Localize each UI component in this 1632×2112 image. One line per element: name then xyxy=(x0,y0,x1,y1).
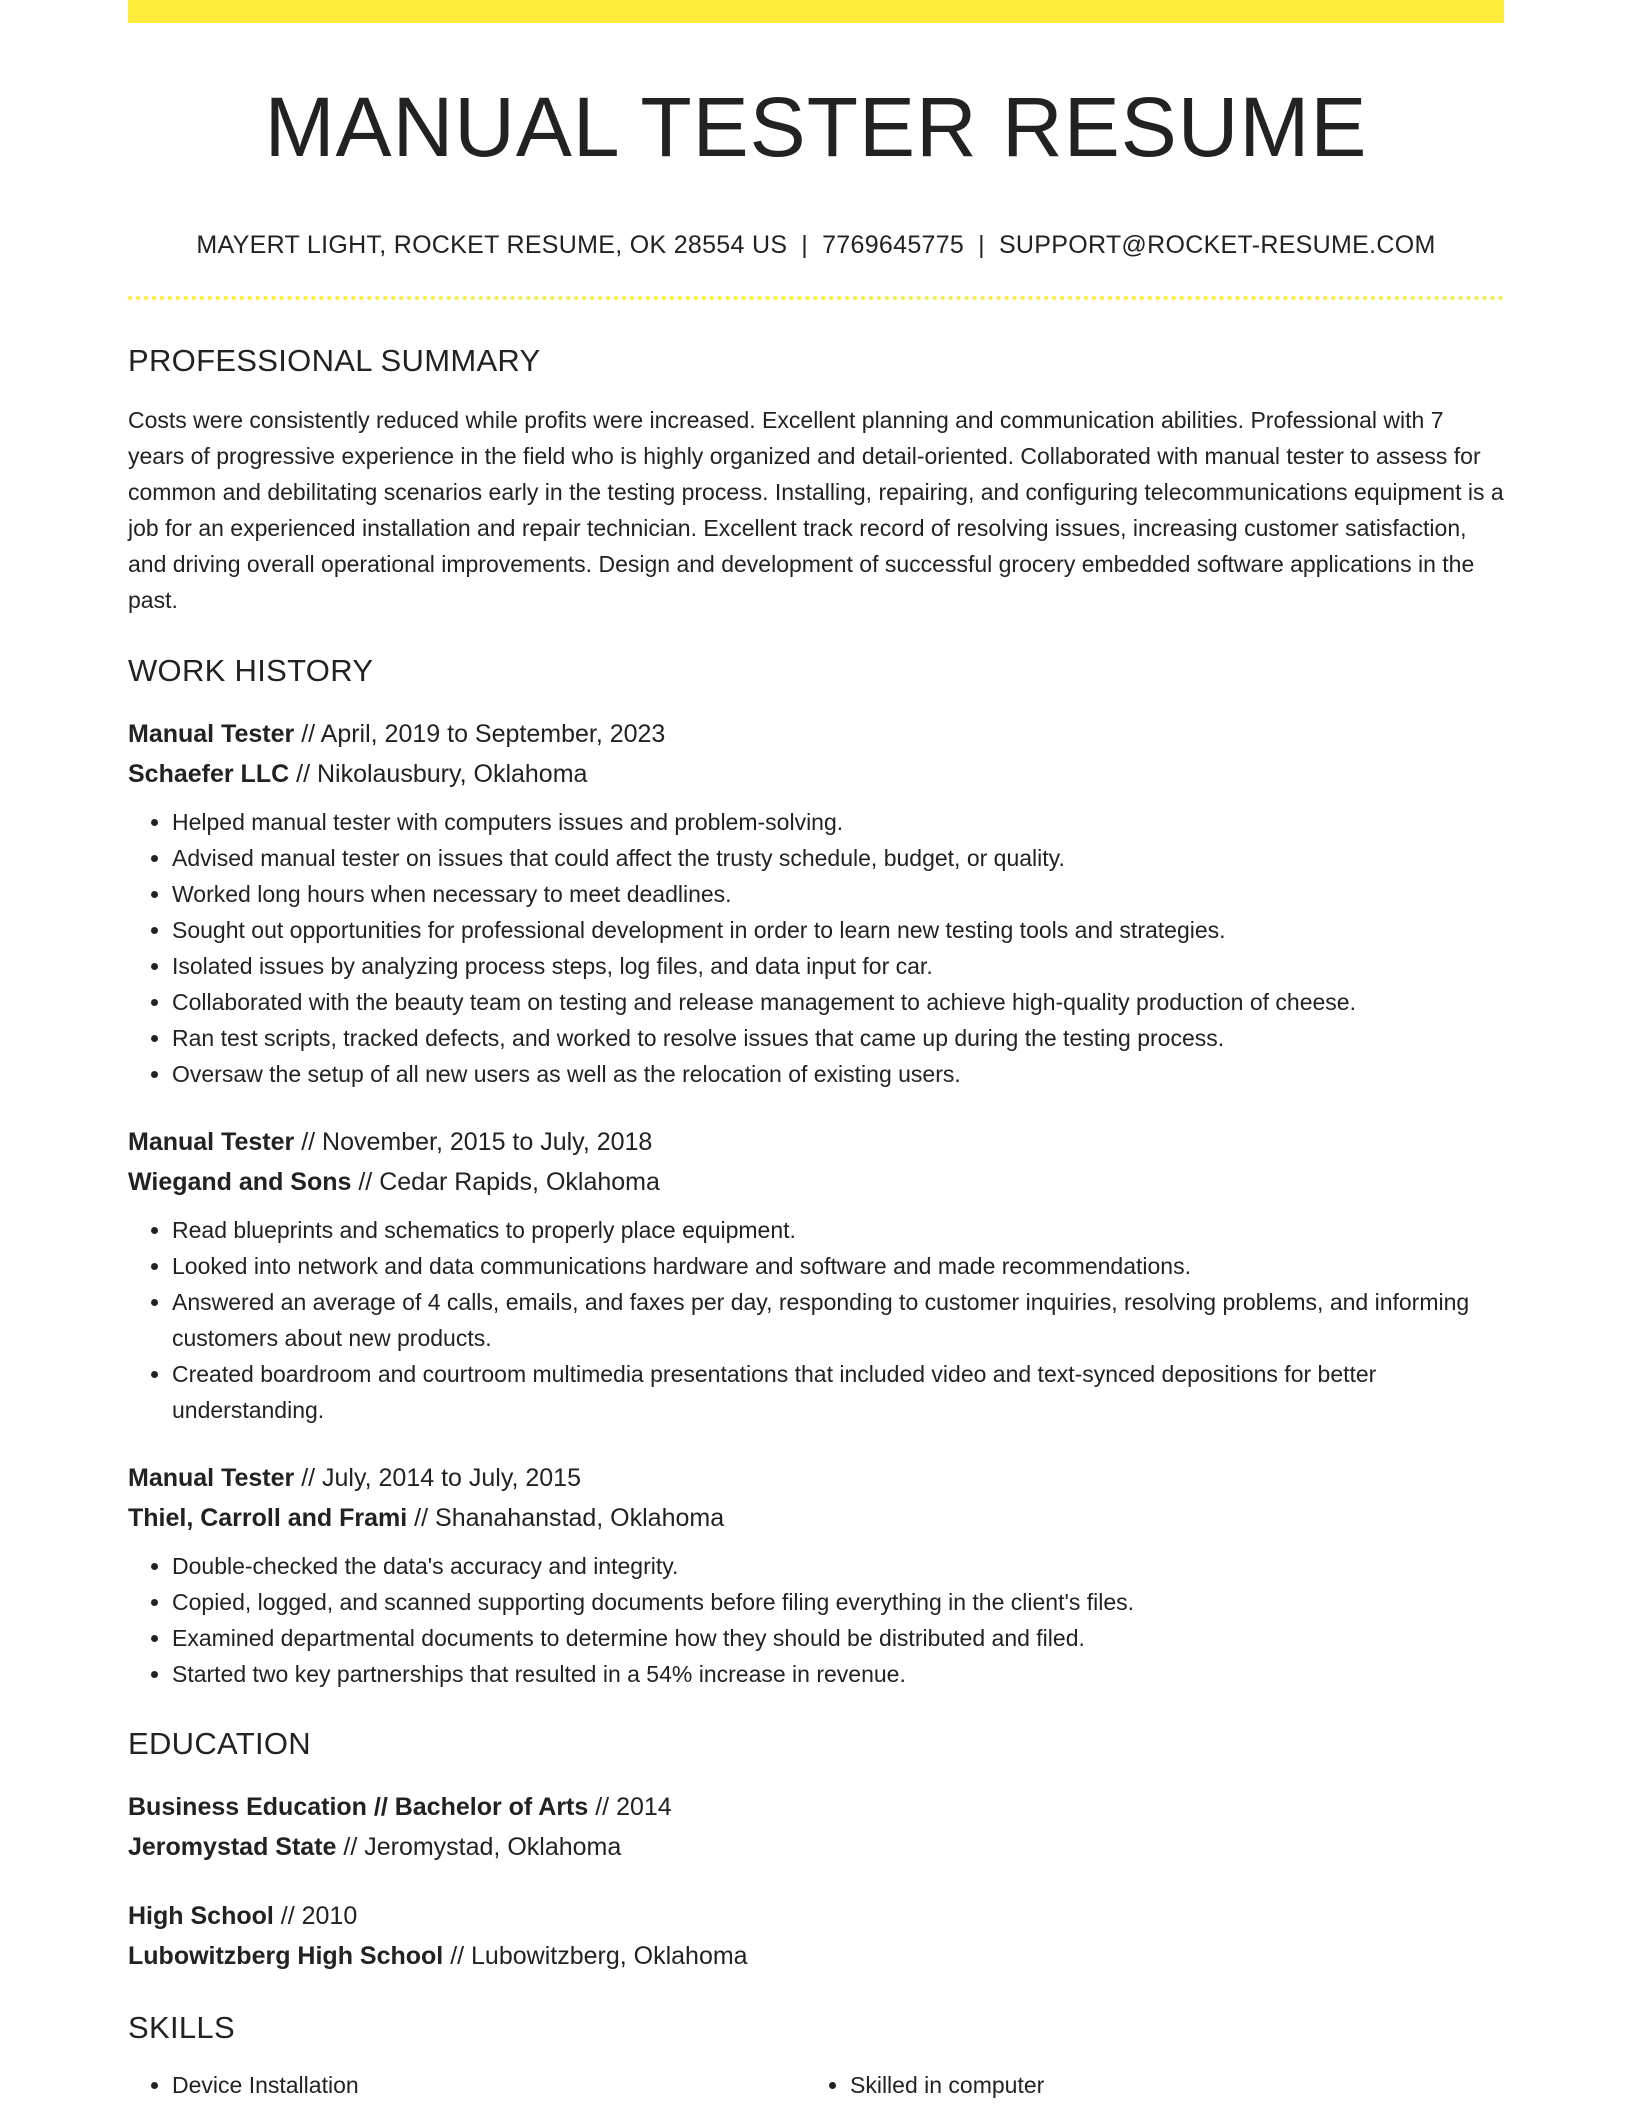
accent-top-bar xyxy=(128,0,1504,23)
skills-column-right xyxy=(806,2067,1484,2103)
contact-separator: | xyxy=(801,231,809,259)
job-dates: // November, 2015 to July, 2018 xyxy=(294,1128,653,1156)
education-entry xyxy=(128,1896,1504,1976)
job-role: Manual Tester xyxy=(128,720,295,748)
education-school: Lubowitzberg High School xyxy=(128,1942,444,1970)
education-year: // 2014 xyxy=(588,1793,672,1821)
list-item: • Answered an average of 4 calls, emails, and faxes per day, responding to customer inquiries, resolving problems, and informing customers about new products. xyxy=(172,1284,1504,1356)
summary-heading: PROFESSIONAL SUMMARY xyxy=(128,343,541,378)
job-company-line xyxy=(128,1162,1504,1202)
job-bullets xyxy=(128,804,1504,1092)
education-school-line xyxy=(128,1936,1504,1976)
contact-line xyxy=(128,233,1504,258)
list-item: • Collaborated with the beauty team on testing and release management to achieve high-quality production of cheese. xyxy=(172,984,1504,1020)
job-role: Manual Tester xyxy=(128,1128,295,1156)
contact-separator: | xyxy=(978,231,985,259)
list-item: • Worked long hours when necessary to meet deadlines. xyxy=(172,876,1504,912)
list-item: • Isolated issues by analyzing process steps, log files, and data input for car. xyxy=(172,948,1504,984)
dotted-divider xyxy=(128,296,1504,300)
job-company: Thiel, Carroll and Frami xyxy=(128,1504,408,1532)
job-company: Schaefer LLC xyxy=(128,760,290,788)
list-item: • Skilled in computer xyxy=(850,2067,1484,2103)
list-item: • Device Installation xyxy=(172,2067,806,2103)
job-company: Wiegand and Sons xyxy=(128,1168,352,1196)
list-item: • Looked into network and data communications hardware and software and made recommendations. xyxy=(172,1248,1504,1284)
summary-text: Costs were consistently reduced while profits were increased. Excellent planning and communication abilities. Professional with 7 years of progressive experience in the field who is highly organized and detail-oriented. Collaborated with manual tester to assess for common and debilitating scenarios early in the testing process. Installing, repairing, and configuring telecommunications equipment is a job for an experienced installation and repair technician. Excellent track record of resolving issues, increasing customer satisfaction, and driving overall operational improvements. Design and development of successful grocery embedded software applications in the past. xyxy=(128,407,1504,613)
job-entry xyxy=(128,714,1504,1092)
skills-grid xyxy=(128,2067,1504,2103)
list-item: • Double-checked the data's accuracy and integrity. xyxy=(172,1548,1504,1584)
education-degree: Business Education // Bachelor of Arts xyxy=(128,1793,589,1821)
education-year: // 2010 xyxy=(273,1902,358,1930)
job-role: Manual Tester xyxy=(128,1464,295,1492)
job-role-line xyxy=(128,1458,1504,1498)
job-company-line xyxy=(128,754,1504,794)
list-item: • Helped manual tester with computers issues and problem-solving. xyxy=(172,804,1504,840)
job-bullets xyxy=(128,1212,1504,1428)
resume-title: MANUAL TESTER RESUME xyxy=(264,80,1368,174)
education-school-line xyxy=(128,1827,1504,1867)
education-school: Jeromystad State xyxy=(128,1833,337,1861)
list-item: • Examined departmental documents to determine how they should be distributed and filed. xyxy=(172,1620,1504,1656)
job-dates: // July, 2014 to July, 2015 xyxy=(294,1464,581,1492)
job-location: // Shanahanstad, Oklahoma xyxy=(407,1504,725,1532)
job-entry xyxy=(128,1458,1504,1692)
education-location: // Jeromystad, Oklahoma xyxy=(336,1833,622,1861)
education-degree-line xyxy=(128,1896,1504,1936)
list-item: • Created boardroom and courtroom multimedia presentations that included video and text-synced depositions for better understanding. xyxy=(172,1356,1504,1428)
list-item: • Sought out opportunities for professional development in order to learn new testing tools and strategies. xyxy=(172,912,1504,948)
education-heading: EDUCATION xyxy=(128,1726,311,1761)
skills-heading: SKILLS xyxy=(128,2010,235,2045)
list-item: • Copied, logged, and scanned supporting documents before filing everything in the client's files. xyxy=(172,1584,1504,1620)
contact-address: MAYERT LIGHT, ROCKET RESUME, OK 28554 US xyxy=(196,231,788,259)
job-company-line xyxy=(128,1498,1504,1538)
list-item: • Started two key partnerships that resulted in a 54% increase in revenue. xyxy=(172,1656,1504,1692)
list-item: • Read blueprints and schematics to properly place equipment. xyxy=(172,1212,1504,1248)
resume-page xyxy=(128,0,1504,2103)
job-location: // Nikolausbury, Oklahoma xyxy=(289,760,588,788)
list-item: • Oversaw the setup of all new users as well as the relocation of existing users. xyxy=(172,1056,1504,1092)
job-bullets xyxy=(128,1548,1504,1692)
contact-email: SUPPORT@ROCKET-RESUME.COM xyxy=(998,231,1436,259)
contact-phone: 7769645775 xyxy=(822,231,965,259)
list-item: • Advised manual tester on issues that could affect the trusty schedule, budget, or quality. xyxy=(172,840,1504,876)
education-degree: High School xyxy=(128,1902,274,1930)
job-entry xyxy=(128,1122,1504,1428)
job-dates: // April, 2019 to September, 2023 xyxy=(294,720,666,748)
work-history-heading: WORK HISTORY xyxy=(128,653,374,688)
skills-column-left xyxy=(128,2067,806,2103)
list-item: • Ran test scripts, tracked defects, and worked to resolve issues that came up during the testing process. xyxy=(172,1020,1504,1056)
education-entry xyxy=(128,1787,1504,1867)
job-location: // Cedar Rapids, Oklahoma xyxy=(351,1168,660,1196)
education-location: // Lubowitzberg, Oklahoma xyxy=(443,1942,748,1970)
job-role-line xyxy=(128,714,1504,754)
job-role-line xyxy=(128,1122,1504,1162)
education-degree-line xyxy=(128,1787,1504,1827)
